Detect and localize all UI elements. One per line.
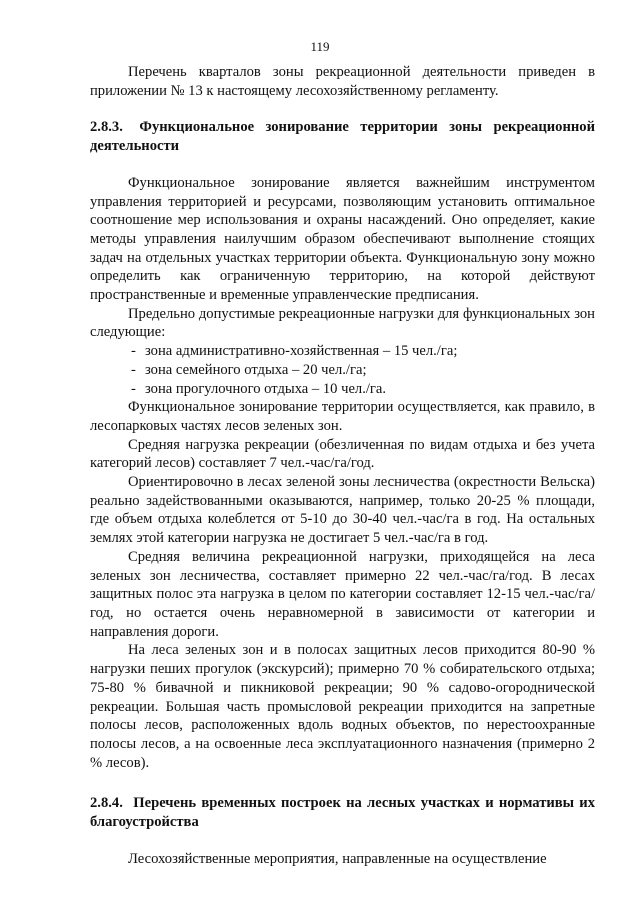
section-title: Перечень временных построек на лесных участках и нормативы их благоустройства (90, 795, 596, 831)
intro-paragraph: Перечень кварталов зоны рекреационной деятельности приведен в приложении № 13 к настоящему лесохозяйственному регламенту. (90, 64, 595, 99)
body-paragraph: Средняя нагрузка рекреации (обезличенная по видам отдыха и без учета категорий лесов) составляет 7 чел.-час/га/год. (90, 436, 595, 472)
section-title: Функциональное зонирование территории зоны рекреационной деятельности (90, 119, 595, 155)
section-heading-2-8-3 (90, 118, 595, 155)
body-paragraph: Лесохозяйственные мероприятия, направленные на осуществление (128, 850, 547, 867)
section-heading-2-8-4 (90, 794, 595, 831)
body-paragraph: Предельно допустимые рекреационные нагрузки для функциональных зон следующие: (90, 305, 595, 341)
section-number: 2.8.3. (90, 119, 123, 136)
page-body (90, 63, 595, 868)
list-item: - зона прогулочного отдыха – 10 чел./га. (131, 380, 387, 397)
body-paragraph: Ориентировочно в лесах зеленой зоны лесничества (окрестности Вельска) реально задействованными оказываются, например, только 20-25 % площади, где объем отдыха колеблется от 5-10 до 30-40 чел.-час/га в год. На остальных землях этой категории нагрузка не достигает 5 чел.-час/га в год. (90, 474, 595, 547)
body-paragraph: Функциональное зонирование территории осуществляется, как правило, в лесопарковых частях лесов зеленых зон. (90, 399, 595, 434)
recreation-load-list (90, 342, 595, 398)
body-paragraph: Функциональное зонирование является важнейшим инструментом управления территорией и ресурсами, позволяющим установить оптимальное соотношение мер использования и охраны насаждений. Оно определяет, какие методы управления наилучшим образом обеспечивают выполнение стоящих задач на отдельных участках территории объекта. Функциональную зону можно определить как ограниченную территорию, на которой действуют пространственные и временные управленческие предписания. (90, 174, 595, 304)
page-number: 119 (310, 39, 330, 54)
body-paragraph: На леса зеленых зон и в полосах защитных лесов приходится 80-90 % нагрузки пеших прогулок (экскурсий); примерно 70 % собирательского отдыха; 75-80 % бивачной и пикниковой рекреации; 90 % садово-огороднической рекреации. Большая часть промысловой рекреации приходится на запретные полосы лесов, расположенных вдоль водных объектов, по нерестоохранные полосы лесов, а на освоенные леса эксплуатационного назначения (примерно 2 % лесов). (90, 642, 595, 771)
body-paragraph: Средняя величина рекреационной нагрузки, приходящейся на леса зеленых зон лесничества, составляет примерно 22 чел.-час/га/год. В лесах защитных полос эта нагрузка в целом по категории составляет 12-15 чел.-час/га/год, но остается очень неравномерной в зависимости от категории и направления дороги. (90, 548, 595, 640)
list-item: - зона семейного отдыха – 20 чел./га; (131, 361, 367, 378)
section-number: 2.8.4. (90, 795, 123, 812)
list-item: - зона административно-хозяйственная – 15 чел./га; (131, 343, 458, 360)
